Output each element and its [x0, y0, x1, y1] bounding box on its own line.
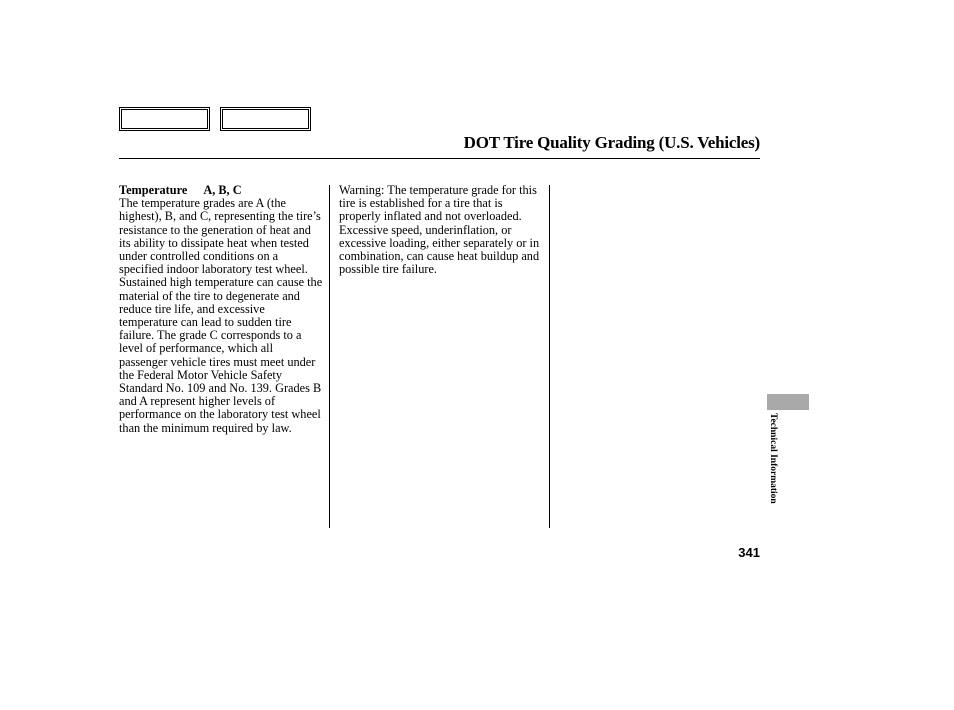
temperature-heading-grades: A, B, C: [203, 183, 242, 197]
temperature-heading-label: Temperature: [119, 183, 188, 197]
page-number: 341: [738, 545, 760, 560]
section-tab-label: Technical Information: [768, 413, 778, 504]
temperature-column: [119, 184, 323, 435]
page-title: DOT Tire Quality Grading (U.S. Vehicles): [463, 133, 760, 152]
previous-page-button[interactable]: [119, 107, 210, 131]
title-rule: [119, 158, 760, 159]
previous-page-button-inner: [121, 109, 208, 129]
warning-column: [339, 184, 542, 276]
column-divider: [549, 185, 550, 528]
column-divider: [329, 185, 330, 528]
temperature-body-text: The temperature grades are A (the highest), B, and C, representing the tire’s resistance to the generation of heat and its ability to dissipate heat when tested under controlled conditions on a specified indoor laboratory test wheel. Sustained high temperature can cause the material of the tire to degenerate and reduce tire life, and excessive temperature can lead to sudden tire failure. The grade C corresponds to a level of performance, which all passenger vehicle tires must meet under the Federal Motor Vehicle Safety Standard No. 109 and No. 139. Grades B and A represent higher levels of performance on the laboratory test wheel than the minimum required by law.: [119, 196, 323, 435]
warning-text: Warning: The temperature grade for this tire is established for a tire that is properly inflated and not overloaded. Excessive speed, underinflation, or excessive loading, either separately or in combination, can cause heat buildup and possible tire failure.: [339, 183, 540, 277]
section-tab-marker[interactable]: [767, 394, 809, 410]
next-page-button[interactable]: [220, 107, 311, 131]
next-page-button-inner: [222, 109, 309, 129]
